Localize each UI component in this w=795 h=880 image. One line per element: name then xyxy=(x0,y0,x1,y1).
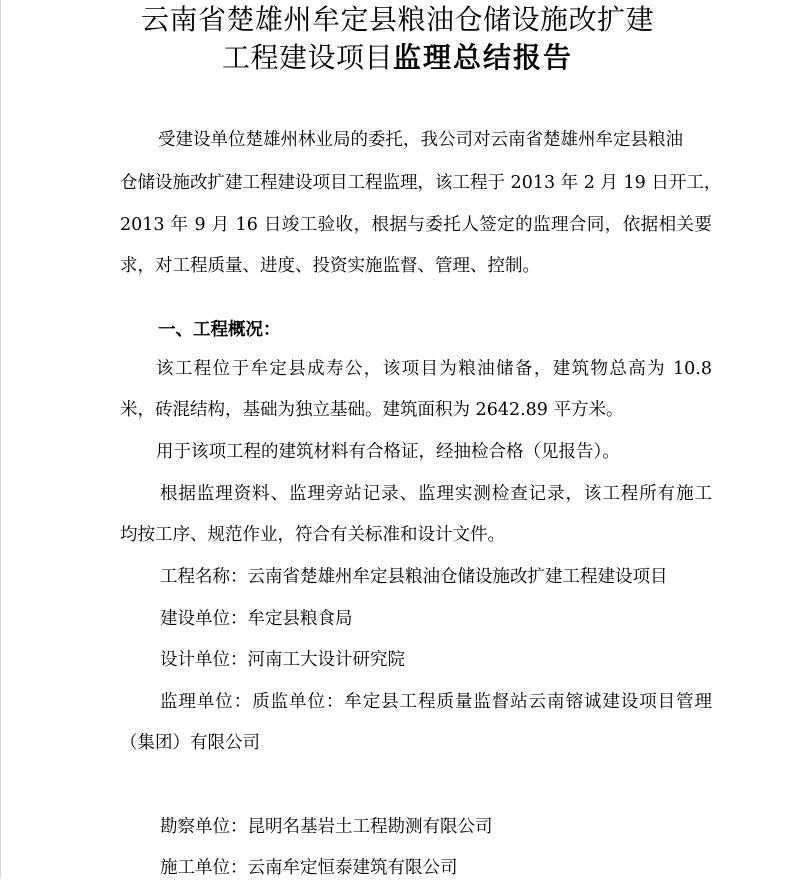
project-name-line: 工程名称：云南省楚雄州牟定县粮油仓储设施改扩建工程建设项目 xyxy=(160,567,668,587)
overview-line-5: 均按工序、规范作业，符合有关标准和设计文件。 xyxy=(120,525,505,545)
document-title-line-1: 云南省楚雄州牟定县粮油仓储设施改扩建 xyxy=(140,3,654,36)
design-unit-line: 设计单位：河南工大设计研究院 xyxy=(160,650,405,670)
supervision-unit-line: 监理单位：质监单位：牟定县工程质量监督站云南镕诚建设项目管理 xyxy=(160,692,712,712)
document-title-line-2 xyxy=(0,40,795,76)
survey-unit-line: 勘察单位：昆明名基岩土工程勘测有限公司 xyxy=(160,817,493,837)
overview-line-4: 根据监理资料、监理旁站记录、监理实测检查记录，该工程所有施工 xyxy=(160,484,712,504)
intro-line-1: 受建设单位楚雄州林业局的委托，我公司对云南省楚雄州牟定县粮油 xyxy=(158,130,683,150)
section-heading-overview: 一、工程概况： xyxy=(158,320,281,340)
intro-line-2: 仓储设施改扩建工程建设项目工程监理，该工程于 2013 年 2 月 19 日开工， xyxy=(120,173,722,193)
intro-line-4: 求，对工程质量、进度、投资实施监督、管理、控制。 xyxy=(120,256,540,276)
supervision-unit-line-cont: （集团）有限公司 xyxy=(120,733,260,753)
document-title-bold-part: 监理总结报告 xyxy=(393,41,574,74)
overview-line-3: 用于该项工程的建筑材料有合格证，经抽检合格（见报告）。 xyxy=(156,442,620,462)
overview-line-2: 米，砖混结构，基础为独立基础。建筑面积为 2642.89 平方米。 xyxy=(120,400,624,420)
owner-unit-line: 建设单位：牟定县粮食局 xyxy=(160,609,353,629)
document-title-regular-part: 工程建设项目 xyxy=(221,41,393,74)
overview-line-1: 该工程位于牟定县成寿公，该项目为粮油储备，建筑物总高为 10.8 xyxy=(156,359,712,379)
intro-line-3: 2013 年 9 月 16 日竣工验收，根据与委托人签定的监理合同，依据相关要 xyxy=(120,215,712,235)
construction-unit-line: 施工单位：云南牟定恒泰建筑有限公司 xyxy=(160,858,458,878)
page-edge xyxy=(0,0,1,878)
